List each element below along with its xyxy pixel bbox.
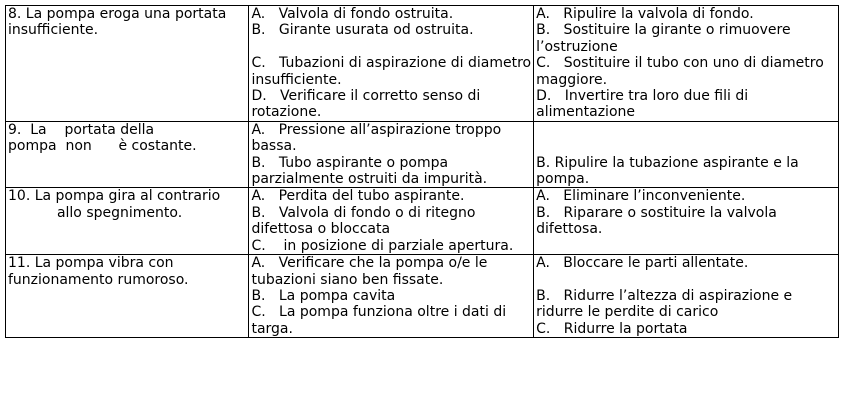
blank-line <box>251 39 531 55</box>
cell-line: A. Valvola di fondo ostruita. <box>251 6 454 22</box>
cell-line: l’ostruzione <box>536 38 618 55</box>
cell-line: 10. La pompa gira al contrario <box>8 188 221 205</box>
problem-cell <box>6 188 249 255</box>
cell-line: pompa non è costante. <box>8 138 197 155</box>
cell-line: B. Girante usurata od ostruita. <box>251 22 474 39</box>
cell-line: maggiore. <box>536 71 608 88</box>
causes-cell <box>249 255 534 338</box>
blank-line <box>536 122 836 138</box>
cell-line: pompa. <box>536 171 590 188</box>
troubleshooting-table <box>5 5 839 338</box>
cell-line: A. Ripulire la valvola di fondo. <box>536 6 754 22</box>
table-row <box>6 6 839 122</box>
cell-line: B. Tubo aspirante o pompa <box>251 154 449 171</box>
cell-line: bassa. <box>251 138 297 155</box>
remedies-cell <box>534 188 839 255</box>
cell-line: A. Verificare che la pompa o/e le <box>251 255 488 272</box>
table-row <box>6 255 839 338</box>
cell-line: B. Ripulire la tubazione aspirante e la <box>536 154 799 171</box>
cell-line: A. Pressione all’aspirazione troppo <box>251 121 502 138</box>
cell-line: A. Eliminare l’inconveniente. <box>536 188 746 205</box>
causes-cell <box>249 6 534 122</box>
cell-line: A. Bloccare le parti allentate. <box>536 255 749 272</box>
cell-line: rotazione. <box>251 104 322 121</box>
cell-line: insufficiente. <box>8 22 99 39</box>
cell-line: D. Verificare il corretto senso di <box>251 88 481 105</box>
problem-cell <box>6 121 249 188</box>
cell-line: B. La pompa cavita <box>251 287 396 304</box>
cell-line: 11. La pompa vibra con <box>8 255 174 272</box>
cell-line: B. Riparare o sostituire la valvola <box>536 204 777 221</box>
cell-line: allo spegnimento. <box>8 204 183 221</box>
blank-line <box>536 272 836 288</box>
problem-cell <box>6 6 249 122</box>
cell-line: B. Sostituire la girante o rimuovere <box>536 22 791 39</box>
cell-line: difettosa o bloccata <box>251 221 391 238</box>
table-row <box>6 188 839 255</box>
cell-line: 8. La pompa eroga una portata <box>8 6 227 22</box>
cell-line: C. La pompa funziona oltre i dati di <box>251 304 507 321</box>
remedies-cell <box>534 6 839 122</box>
cell-line: ridurre le perdite di carico <box>536 304 719 321</box>
table-row <box>6 121 839 188</box>
cell-line: B. Valvola di fondo o di ritegno <box>251 204 476 221</box>
cell-line: C. Tubazioni di aspirazione di diametro <box>251 55 532 72</box>
cell-line: funzionamento rumoroso. <box>8 271 189 288</box>
blank-line <box>536 138 836 154</box>
cell-line: parzialmente ostruiti da impurità. <box>251 171 488 188</box>
table-body <box>6 6 839 338</box>
cell-line: A. Perdita del tubo aspirante. <box>251 188 465 205</box>
cell-line: tubazioni siano ben fissate. <box>251 271 444 288</box>
remedies-cell <box>534 255 839 338</box>
causes-cell <box>249 121 534 188</box>
cell-line: alimentazione <box>536 104 635 121</box>
remedies-cell <box>534 121 839 188</box>
cell-line: 9. La portata della <box>8 121 155 138</box>
cell-line: targa. <box>251 320 293 337</box>
causes-cell <box>249 188 534 255</box>
cell-line: insufficiente. <box>251 71 342 88</box>
problem-cell <box>6 255 249 338</box>
cell-line: C. in posizione di parziale apertura. <box>251 237 514 254</box>
cell-line: difettosa. <box>536 221 603 238</box>
cell-line: D. Invertire tra loro due fili di <box>536 88 749 105</box>
cell-line: B. Ridurre l’altezza di aspirazione e <box>536 287 793 304</box>
cell-line: C. Ridurre la portata <box>536 320 688 337</box>
cell-line: C. Sostituire il tubo con uno di diametro <box>536 55 824 72</box>
